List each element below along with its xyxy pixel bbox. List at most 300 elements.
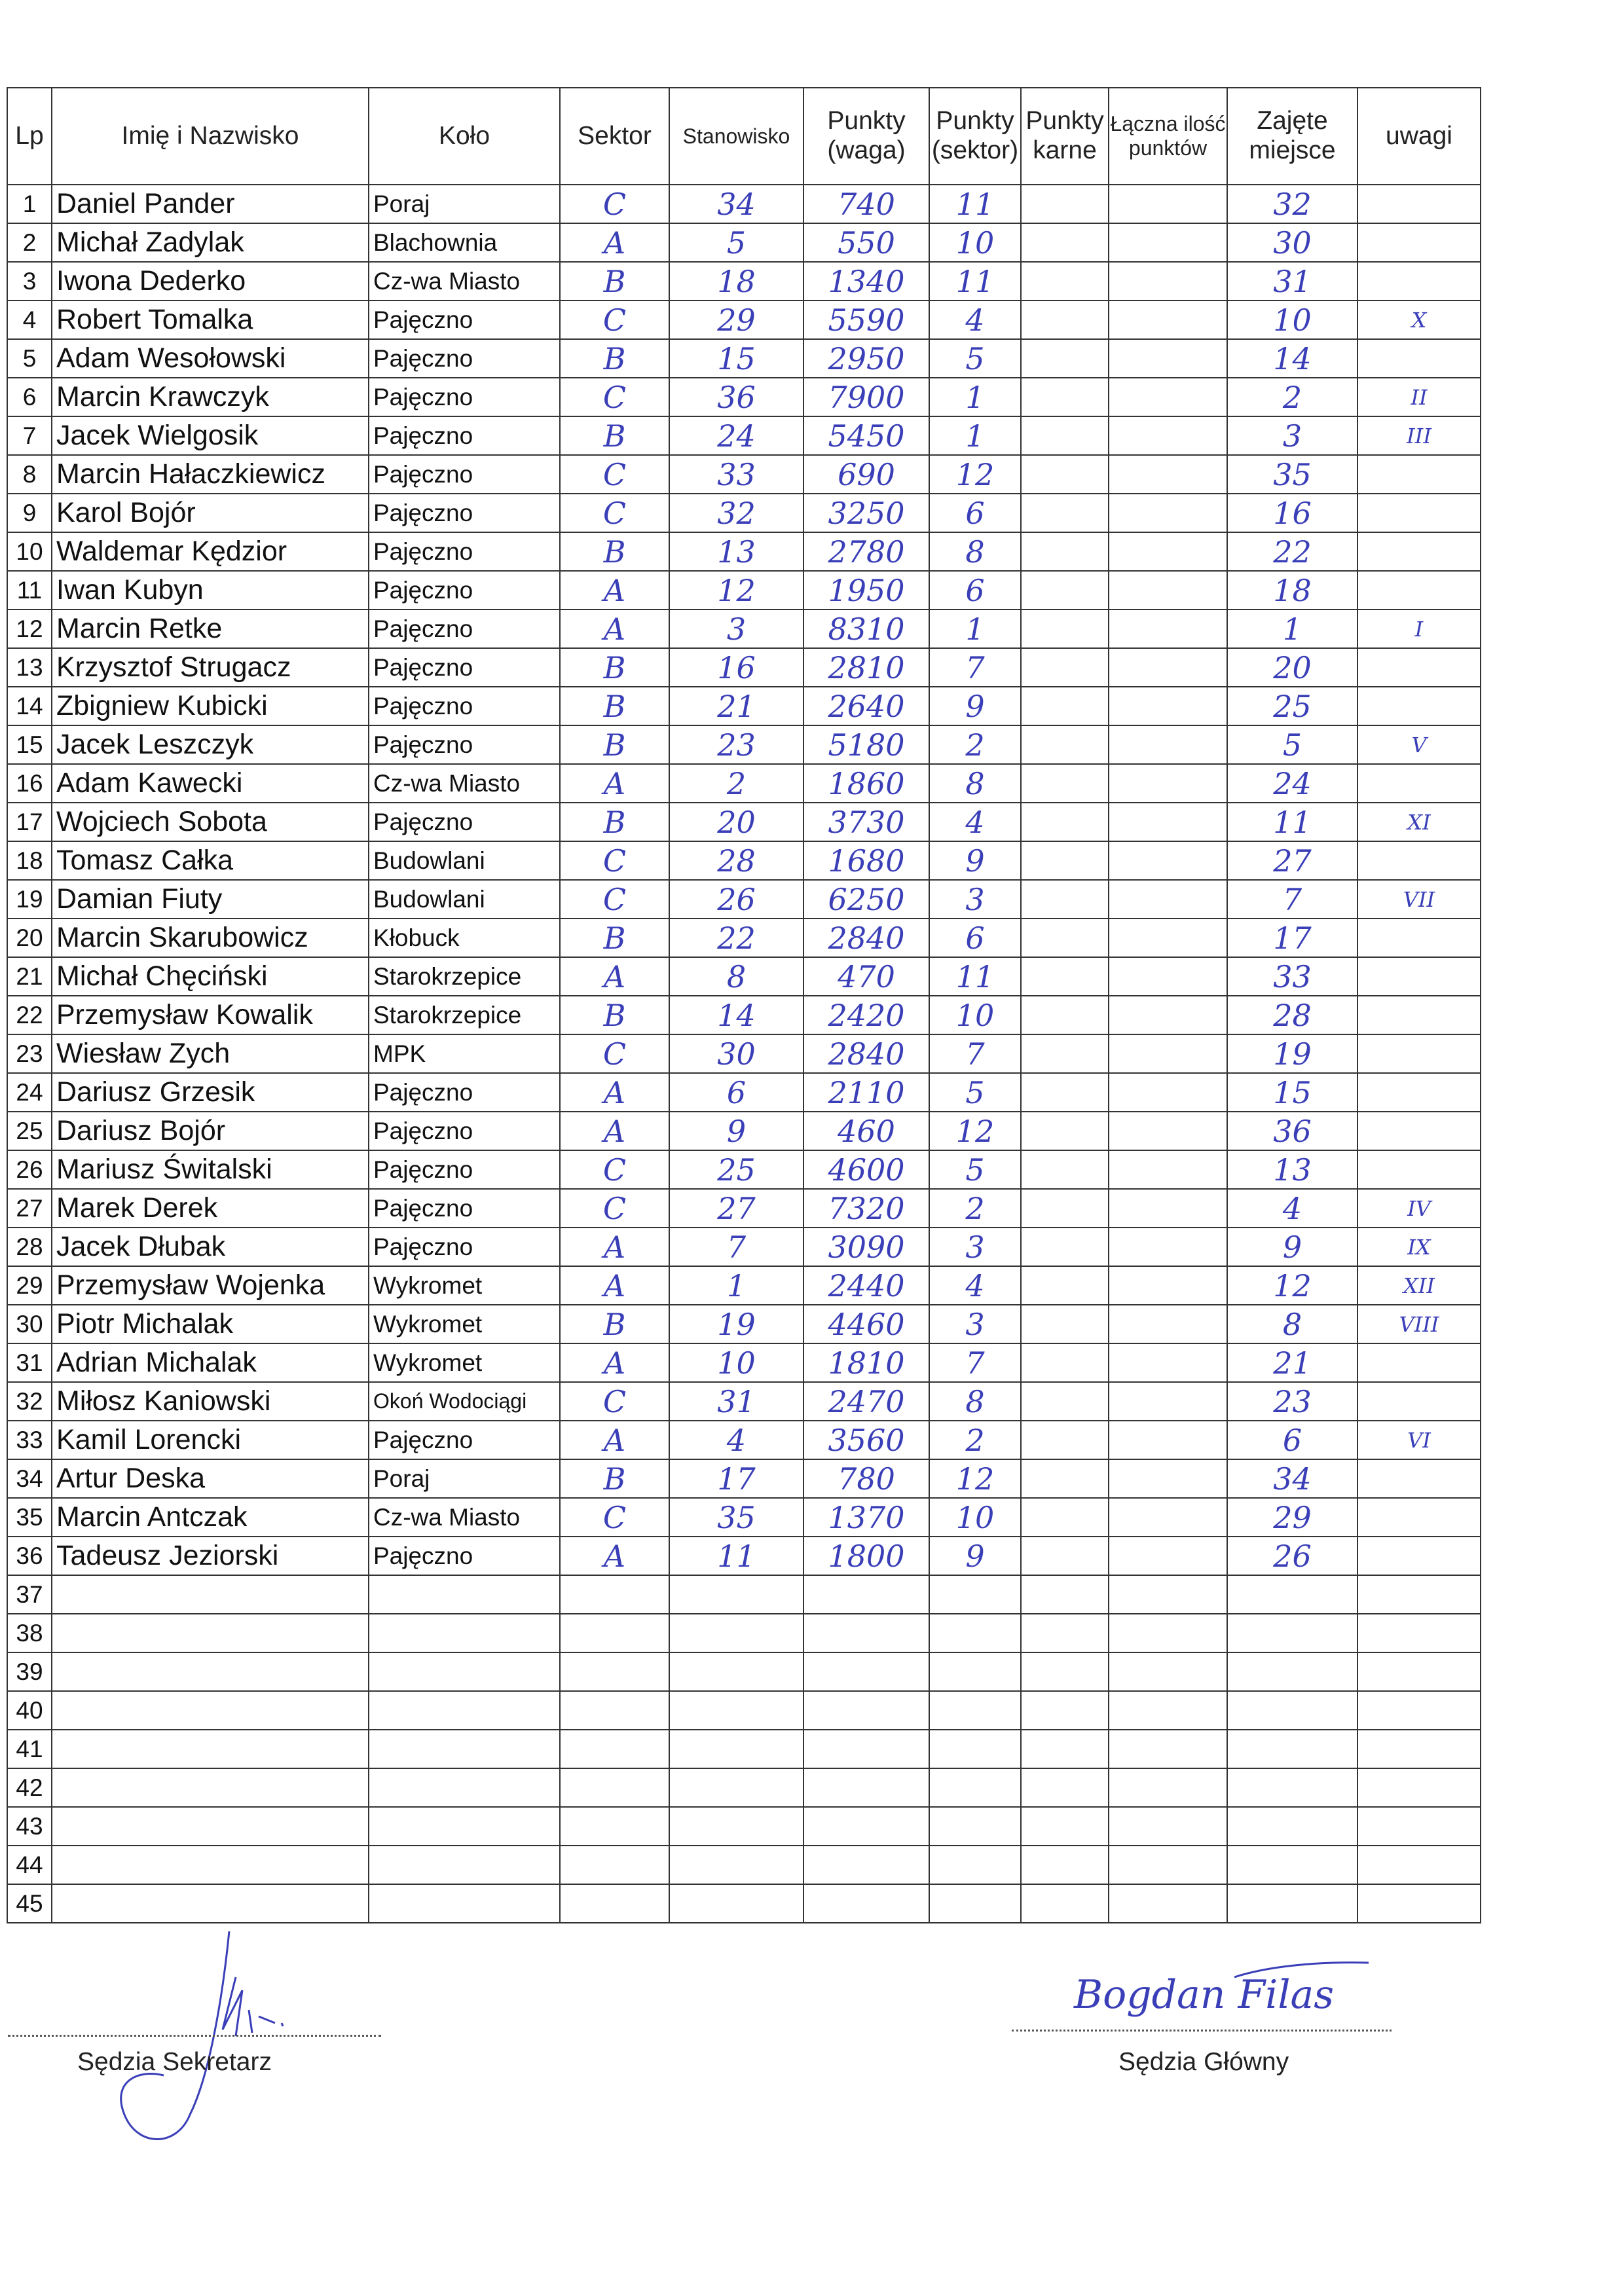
- club-name: Pajęczno: [369, 1150, 560, 1189]
- competitor-name: Tomasz Całka: [52, 841, 369, 880]
- club-name: [369, 1730, 560, 1768]
- club-name: Pajęczno: [369, 416, 560, 455]
- competitor-name: Zbigniew Kubicki: [52, 687, 369, 725]
- competitor-name: Michał Zadylak: [52, 223, 369, 262]
- place-cell: 22: [1227, 532, 1357, 571]
- points-sector-cell: 7: [929, 1034, 1021, 1073]
- sector-cell: [560, 1807, 669, 1846]
- competitor-name: [52, 1614, 369, 1652]
- results-body: [7, 185, 1481, 1923]
- sector-cell: C: [560, 455, 669, 494]
- total-cell: [1109, 301, 1227, 339]
- points-weight-cell: 6250: [803, 880, 929, 919]
- club-name: [369, 1691, 560, 1730]
- row-number: 9: [7, 494, 52, 532]
- row-number: 37: [7, 1575, 52, 1614]
- competitor-name: Przemysław Wojenka: [52, 1266, 369, 1305]
- club-name: Cz-wa Miasto: [369, 764, 560, 803]
- penalty-cell: [1021, 185, 1109, 223]
- total-cell: [1109, 339, 1227, 378]
- penalty-cell: [1021, 1189, 1109, 1228]
- place-cell: 8: [1227, 1305, 1357, 1343]
- sector-cell: B: [560, 339, 669, 378]
- row-number: 15: [7, 725, 52, 764]
- points-sector-cell: 8: [929, 764, 1021, 803]
- penalty-cell: [1021, 1730, 1109, 1768]
- place-cell: 4: [1227, 1189, 1357, 1228]
- row-number: 36: [7, 1537, 52, 1575]
- penalty-cell: [1021, 1382, 1109, 1421]
- competitor-name: [52, 1652, 369, 1691]
- penalty-cell: [1021, 1459, 1109, 1498]
- points-weight-cell: 7900: [803, 378, 929, 416]
- total-cell: [1109, 1382, 1227, 1421]
- total-cell: [1109, 648, 1227, 687]
- sector-cell: C: [560, 1382, 669, 1421]
- remarks-cell: [1357, 1382, 1481, 1421]
- station-cell: [669, 1768, 803, 1807]
- sector-cell: A: [560, 223, 669, 262]
- place-cell: 6: [1227, 1421, 1357, 1459]
- total-cell: [1109, 610, 1227, 648]
- total-cell: [1109, 996, 1227, 1034]
- row-number: 38: [7, 1614, 52, 1652]
- sector-cell: B: [560, 1459, 669, 1498]
- points-sector-cell: [929, 1730, 1021, 1768]
- points-weight-cell: 1800: [803, 1537, 929, 1575]
- penalty-cell: [1021, 1343, 1109, 1382]
- table-row: [7, 1228, 1481, 1266]
- remarks-cell: [1357, 1575, 1481, 1614]
- sector-cell: A: [560, 610, 669, 648]
- club-name: Poraj: [369, 185, 560, 223]
- sector-cell: [560, 1884, 669, 1923]
- table-row: [7, 996, 1481, 1034]
- place-cell: 30: [1227, 223, 1357, 262]
- penalty-cell: [1021, 1768, 1109, 1807]
- table-row: [7, 571, 1481, 610]
- total-cell: [1109, 919, 1227, 957]
- table-row: [7, 1189, 1481, 1228]
- points-weight-cell: 3560: [803, 1421, 929, 1459]
- row-number: 19: [7, 880, 52, 919]
- station-cell: [669, 1691, 803, 1730]
- competitor-name: Marcin Hałaczkiewicz: [52, 455, 369, 494]
- points-weight-cell: 2810: [803, 648, 929, 687]
- secretary-signature-line: [8, 2035, 381, 2037]
- points-sector-cell: 3: [929, 1228, 1021, 1266]
- competitor-name: Robert Tomalka: [52, 301, 369, 339]
- row-number: 31: [7, 1343, 52, 1382]
- total-cell: [1109, 764, 1227, 803]
- total-cell: [1109, 1189, 1227, 1228]
- club-name: [369, 1884, 560, 1923]
- penalty-cell: [1021, 1228, 1109, 1266]
- club-name: Blachownia: [369, 223, 560, 262]
- table-row: [7, 725, 1481, 764]
- competitor-name: Marcin Skarubowicz: [52, 919, 369, 957]
- table-row: [7, 494, 1481, 532]
- station-cell: 22: [669, 919, 803, 957]
- remarks-cell: VIII: [1357, 1305, 1481, 1343]
- points-sector-cell: 7: [929, 1343, 1021, 1382]
- remarks-cell: [1357, 1498, 1481, 1537]
- remarks-cell: [1357, 455, 1481, 494]
- sector-cell: C: [560, 880, 669, 919]
- remarks-cell: [1357, 687, 1481, 725]
- penalty-cell: [1021, 1807, 1109, 1846]
- remarks-cell: [1357, 1150, 1481, 1189]
- points-sector-cell: 4: [929, 803, 1021, 841]
- remarks-cell: [1357, 1884, 1481, 1923]
- station-cell: 23: [669, 725, 803, 764]
- place-cell: 17: [1227, 919, 1357, 957]
- place-cell: [1227, 1730, 1357, 1768]
- table-row: [7, 1034, 1481, 1073]
- sector-cell: A: [560, 1537, 669, 1575]
- penalty-cell: [1021, 1537, 1109, 1575]
- total-cell: [1109, 1305, 1227, 1343]
- club-name: Wykromet: [369, 1305, 560, 1343]
- club-name: Kłobuck: [369, 919, 560, 957]
- sector-cell: B: [560, 1305, 669, 1343]
- total-cell: [1109, 1112, 1227, 1150]
- remarks-cell: [1357, 494, 1481, 532]
- station-cell: 16: [669, 648, 803, 687]
- header-station: Stanowisko: [669, 88, 803, 185]
- header-points-weight: Punkty (waga): [803, 88, 929, 185]
- row-number: 25: [7, 1112, 52, 1150]
- competitor-name: [52, 1846, 369, 1884]
- penalty-cell: [1021, 687, 1109, 725]
- header-penalty: Punkty karne: [1021, 88, 1109, 185]
- remarks-cell: [1357, 1537, 1481, 1575]
- header-place: Zajęte miejsce: [1227, 88, 1357, 185]
- points-sector-cell: 4: [929, 301, 1021, 339]
- header-club: Koło: [369, 88, 560, 185]
- points-weight-cell: 2110: [803, 1073, 929, 1112]
- table-row: [7, 957, 1481, 996]
- competitor-name: Dariusz Grzesik: [52, 1073, 369, 1112]
- club-name: Pajęczno: [369, 1421, 560, 1459]
- place-cell: [1227, 1691, 1357, 1730]
- remarks-cell: [1357, 957, 1481, 996]
- sector-cell: B: [560, 996, 669, 1034]
- remarks-cell: [1357, 996, 1481, 1034]
- table-row: [7, 803, 1481, 841]
- penalty-cell: [1021, 1884, 1109, 1923]
- table-row: [7, 610, 1481, 648]
- chief-signature-line: [1012, 2030, 1392, 2032]
- points-weight-cell: 2950: [803, 339, 929, 378]
- chief-signature: Bogdan Filas: [1074, 1972, 1335, 2018]
- points-sector-cell: 11: [929, 185, 1021, 223]
- table-row: [7, 1073, 1481, 1112]
- station-cell: 13: [669, 532, 803, 571]
- place-cell: 35: [1227, 455, 1357, 494]
- club-name: Starokrzepice: [369, 996, 560, 1034]
- competitor-name: [52, 1884, 369, 1923]
- total-cell: [1109, 494, 1227, 532]
- table-row: [7, 1768, 1481, 1807]
- sector-cell: A: [560, 1112, 669, 1150]
- penalty-cell: [1021, 571, 1109, 610]
- club-name: Pajęczno: [369, 1189, 560, 1228]
- competitor-name: Karol Bojór: [52, 494, 369, 532]
- points-sector-cell: 3: [929, 880, 1021, 919]
- points-sector-cell: 10: [929, 1498, 1021, 1537]
- points-weight-cell: 7320: [803, 1189, 929, 1228]
- place-cell: 34: [1227, 1459, 1357, 1498]
- points-weight-cell: 460: [803, 1112, 929, 1150]
- station-cell: 7: [669, 1228, 803, 1266]
- competitor-name: Jacek Dłubak: [52, 1228, 369, 1266]
- place-cell: 12: [1227, 1266, 1357, 1305]
- sector-cell: C: [560, 1150, 669, 1189]
- points-sector-cell: [929, 1768, 1021, 1807]
- table-row: [7, 1459, 1481, 1498]
- penalty-cell: [1021, 725, 1109, 764]
- sector-cell: C: [560, 301, 669, 339]
- sector-cell: A: [560, 1073, 669, 1112]
- points-sector-cell: 9: [929, 1537, 1021, 1575]
- competitor-name: [52, 1768, 369, 1807]
- remarks-cell: V: [1357, 725, 1481, 764]
- table-row: [7, 1614, 1481, 1652]
- points-sector-cell: 12: [929, 455, 1021, 494]
- remarks-cell: [1357, 1343, 1481, 1382]
- points-weight-cell: 5450: [803, 416, 929, 455]
- station-cell: 26: [669, 880, 803, 919]
- station-cell: 21: [669, 687, 803, 725]
- station-cell: 19: [669, 1305, 803, 1343]
- total-cell: [1109, 841, 1227, 880]
- row-number: 24: [7, 1073, 52, 1112]
- competitor-name: Adrian Michalak: [52, 1343, 369, 1382]
- penalty-cell: [1021, 378, 1109, 416]
- station-cell: [669, 1614, 803, 1652]
- station-cell: 3: [669, 610, 803, 648]
- club-name: Pajęczno: [369, 803, 560, 841]
- station-cell: 24: [669, 416, 803, 455]
- sector-cell: B: [560, 262, 669, 301]
- points-weight-cell: 4460: [803, 1305, 929, 1343]
- competitor-name: Wiesław Zych: [52, 1034, 369, 1073]
- sector-cell: [560, 1730, 669, 1768]
- club-name: Wykromet: [369, 1343, 560, 1382]
- club-name: [369, 1575, 560, 1614]
- place-cell: 10: [1227, 301, 1357, 339]
- row-number: 22: [7, 996, 52, 1034]
- table-row: [7, 1343, 1481, 1382]
- station-cell: 30: [669, 1034, 803, 1073]
- remarks-cell: I: [1357, 610, 1481, 648]
- station-cell: 4: [669, 1421, 803, 1459]
- row-number: 1: [7, 185, 52, 223]
- row-number: 3: [7, 262, 52, 301]
- station-cell: 29: [669, 301, 803, 339]
- header-sector: Sektor: [560, 88, 669, 185]
- place-cell: 9: [1227, 1228, 1357, 1266]
- penalty-cell: [1021, 262, 1109, 301]
- table-row: [7, 1266, 1481, 1305]
- total-cell: [1109, 1846, 1227, 1884]
- station-cell: 17: [669, 1459, 803, 1498]
- points-weight-cell: [803, 1575, 929, 1614]
- row-number: 12: [7, 610, 52, 648]
- remarks-cell: [1357, 339, 1481, 378]
- total-cell: [1109, 1768, 1227, 1807]
- penalty-cell: [1021, 1073, 1109, 1112]
- points-sector-cell: 2: [929, 725, 1021, 764]
- points-sector-cell: [929, 1575, 1021, 1614]
- remarks-cell: [1357, 919, 1481, 957]
- station-cell: 6: [669, 1073, 803, 1112]
- sector-cell: B: [560, 919, 669, 957]
- row-number: 16: [7, 764, 52, 803]
- remarks-cell: [1357, 1846, 1481, 1884]
- remarks-cell: XI: [1357, 803, 1481, 841]
- competitor-name: Tadeusz Jeziorski: [52, 1537, 369, 1575]
- competitor-name: [52, 1730, 369, 1768]
- points-weight-cell: [803, 1846, 929, 1884]
- sector-cell: C: [560, 494, 669, 532]
- penalty-cell: [1021, 1846, 1109, 1884]
- points-weight-cell: [803, 1691, 929, 1730]
- total-cell: [1109, 185, 1227, 223]
- chief-signature-flourish: [1231, 1958, 1375, 1984]
- remarks-cell: [1357, 1073, 1481, 1112]
- penalty-cell: [1021, 1112, 1109, 1150]
- competitor-name: Daniel Pander: [52, 185, 369, 223]
- points-weight-cell: 780: [803, 1459, 929, 1498]
- total-cell: [1109, 1150, 1227, 1189]
- points-weight-cell: 3250: [803, 494, 929, 532]
- competitor-name: Kamil Lorencki: [52, 1421, 369, 1459]
- total-cell: [1109, 1730, 1227, 1768]
- club-name: Pajęczno: [369, 1073, 560, 1112]
- remarks-cell: [1357, 1730, 1481, 1768]
- remarks-cell: II: [1357, 378, 1481, 416]
- penalty-cell: [1021, 1498, 1109, 1537]
- competitor-name: Artur Deska: [52, 1459, 369, 1498]
- row-number: 35: [7, 1498, 52, 1537]
- row-number: 33: [7, 1421, 52, 1459]
- table-row: [7, 1150, 1481, 1189]
- competitor-name: Adam Kawecki: [52, 764, 369, 803]
- points-weight-cell: 2840: [803, 919, 929, 957]
- competitor-name: [52, 1575, 369, 1614]
- penalty-cell: [1021, 1614, 1109, 1652]
- place-cell: [1227, 1575, 1357, 1614]
- place-cell: 33: [1227, 957, 1357, 996]
- penalty-cell: [1021, 764, 1109, 803]
- club-name: Pajęczno: [369, 571, 560, 610]
- row-number: 29: [7, 1266, 52, 1305]
- penalty-cell: [1021, 494, 1109, 532]
- points-weight-cell: [803, 1730, 929, 1768]
- club-name: Pajęczno: [369, 378, 560, 416]
- points-sector-cell: 6: [929, 494, 1021, 532]
- sector-cell: C: [560, 185, 669, 223]
- points-sector-cell: [929, 1614, 1021, 1652]
- club-name: Starokrzepice: [369, 957, 560, 996]
- remarks-cell: IV: [1357, 1189, 1481, 1228]
- points-sector-cell: 1: [929, 610, 1021, 648]
- total-cell: [1109, 1807, 1227, 1846]
- points-sector-cell: 12: [929, 1112, 1021, 1150]
- remarks-cell: [1357, 764, 1481, 803]
- sector-cell: [560, 1614, 669, 1652]
- points-weight-cell: 2440: [803, 1266, 929, 1305]
- points-weight-cell: 4600: [803, 1150, 929, 1189]
- penalty-cell: [1021, 1150, 1109, 1189]
- place-cell: 24: [1227, 764, 1357, 803]
- station-cell: [669, 1730, 803, 1768]
- total-cell: [1109, 571, 1227, 610]
- club-name: Pajęczno: [369, 339, 560, 378]
- sector-cell: [560, 1652, 669, 1691]
- total-cell: [1109, 223, 1227, 262]
- sector-cell: [560, 1575, 669, 1614]
- row-number: 23: [7, 1034, 52, 1073]
- remarks-cell: [1357, 1691, 1481, 1730]
- row-number: 40: [7, 1691, 52, 1730]
- row-number: 11: [7, 571, 52, 610]
- place-cell: 11: [1227, 803, 1357, 841]
- remarks-cell: [1357, 648, 1481, 687]
- header-remarks: uwagi: [1357, 88, 1481, 185]
- total-cell: [1109, 1537, 1227, 1575]
- table-row: [7, 416, 1481, 455]
- table-row: [7, 1305, 1481, 1343]
- remarks-cell: [1357, 185, 1481, 223]
- row-number: 21: [7, 957, 52, 996]
- sector-cell: C: [560, 1498, 669, 1537]
- club-name: Pajęczno: [369, 1112, 560, 1150]
- total-cell: [1109, 687, 1227, 725]
- penalty-cell: [1021, 648, 1109, 687]
- sector-cell: B: [560, 416, 669, 455]
- points-weight-cell: 550: [803, 223, 929, 262]
- total-cell: [1109, 1498, 1227, 1537]
- row-number: 8: [7, 455, 52, 494]
- row-number: 43: [7, 1807, 52, 1846]
- total-cell: [1109, 803, 1227, 841]
- header-total: Łączna ilość punktów: [1109, 88, 1227, 185]
- competitor-name: Adam Wesołowski: [52, 339, 369, 378]
- points-weight-cell: 3090: [803, 1228, 929, 1266]
- competitor-name: Waldemar Kędzior: [52, 532, 369, 571]
- penalty-cell: [1021, 1691, 1109, 1730]
- remarks-cell: III: [1357, 416, 1481, 455]
- remarks-cell: [1357, 1034, 1481, 1073]
- sector-cell: A: [560, 1421, 669, 1459]
- club-name: Pajęczno: [369, 1228, 560, 1266]
- points-weight-cell: 3730: [803, 803, 929, 841]
- row-number: 7: [7, 416, 52, 455]
- table-row: [7, 1807, 1481, 1846]
- total-cell: [1109, 455, 1227, 494]
- penalty-cell: [1021, 532, 1109, 571]
- remarks-cell: [1357, 1614, 1481, 1652]
- points-sector-cell: 2: [929, 1189, 1021, 1228]
- points-sector-cell: 6: [929, 571, 1021, 610]
- total-cell: [1109, 1652, 1227, 1691]
- points-sector-cell: 1: [929, 416, 1021, 455]
- club-name: Poraj: [369, 1459, 560, 1498]
- sector-cell: A: [560, 571, 669, 610]
